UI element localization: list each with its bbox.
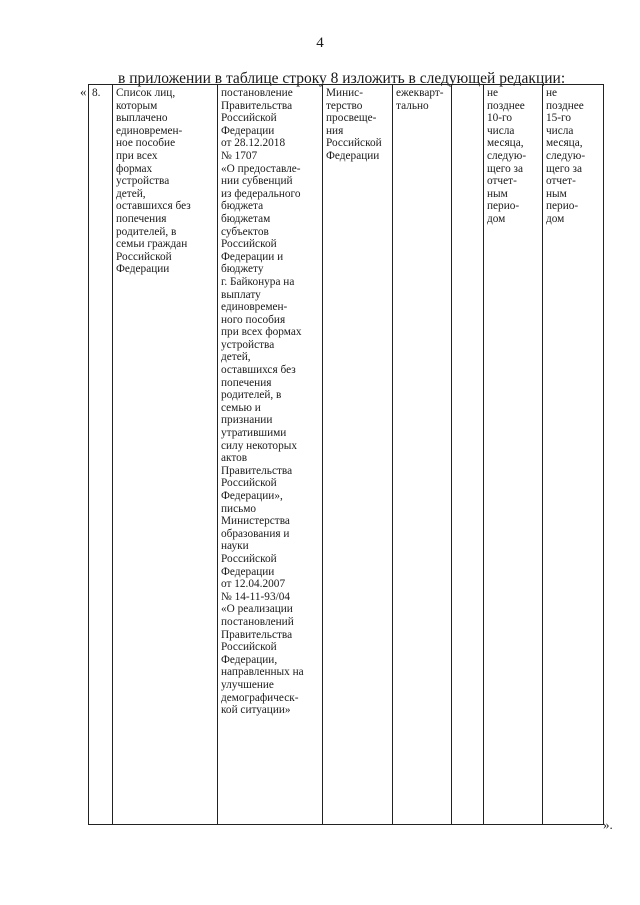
cell-text-line: Российской [221, 552, 277, 565]
cell-text-line: Правительства [221, 99, 293, 112]
cell-text-line: оставшихся без [116, 200, 191, 213]
cell-text-line: силу некоторых [221, 439, 297, 452]
cell-text-line: ное пособие [116, 137, 176, 150]
cell-text-line: перио- [546, 200, 579, 213]
cell-text-line: Российской [221, 238, 277, 251]
cell-text-line: ния [326, 124, 344, 137]
cell-text-line: 15-го [546, 112, 572, 125]
cell-text-line: от 28.12.2018 [221, 137, 286, 150]
cell-text-line: признании [221, 414, 273, 427]
cell-text-line: позднее [487, 99, 525, 112]
row-number: 8. [92, 87, 101, 99]
cell-text-line: не [546, 87, 558, 99]
cell-text-line: «О реализации [221, 603, 293, 616]
cell-text-line: № 1707 [221, 149, 258, 162]
cell-text-line: отчет- [487, 175, 517, 188]
cell-text-line: семьи граждан [116, 238, 188, 251]
cell-text-line: перио- [487, 200, 520, 213]
cell-text-line: утратившими [221, 427, 287, 440]
cell-text-line: письмо [221, 502, 257, 515]
cell-text-line: Список лиц, [116, 87, 176, 99]
cell-text-line: Российской [221, 477, 277, 490]
cell-text-line: 10-го [487, 112, 513, 125]
recipients-cell [112, 84, 217, 825]
cell-text-line: следую- [487, 149, 527, 162]
cell-text-line: формах [116, 162, 153, 175]
cell-text-line: терство [326, 99, 363, 112]
cell-text-line: Федерации [116, 263, 170, 276]
cell-text-line: числа [546, 124, 574, 137]
cell-text-line: детей, [221, 351, 251, 364]
cell-text-line: дом [546, 212, 565, 225]
cell-text-line: г. Байконура на [221, 275, 295, 288]
cell-text-line: Российской [221, 112, 277, 125]
cell-text-line: улучшение [221, 678, 274, 691]
cell-text-line: актов [221, 452, 248, 465]
cell-text-line: ным [487, 187, 508, 200]
cell-text-line: детей, [116, 187, 146, 200]
cell-text-line: ежекварт- [396, 87, 444, 99]
cell-text-line: науки [221, 540, 249, 553]
cell-text-line: бюджетам [221, 212, 271, 225]
intro-text: в приложении в таблице строку 8 изложить в следующей редакции: [118, 70, 566, 87]
cell-text-line: субъектов [221, 225, 269, 238]
cell-text-line: отчет- [546, 175, 576, 188]
cell-text-line: из федерального [221, 187, 301, 200]
cell-text-line: щего за [487, 162, 524, 175]
row-number-cell [88, 84, 112, 825]
cell-text-line: постановление [221, 87, 293, 99]
cell-text-line: кой ситуации» [221, 704, 291, 717]
cell-text-line: попечения [221, 376, 272, 389]
close-quote: ». [603, 817, 613, 832]
cell-text-line: Федерации, [221, 653, 278, 666]
cell-text-line: попечения [116, 212, 167, 225]
cell-text-line: не [487, 87, 499, 99]
cell-text-line: дом [487, 212, 506, 225]
cell-text-line: при всех [116, 149, 158, 162]
legal-basis-cell [217, 84, 322, 825]
cell-text-line: бюджета [221, 200, 264, 213]
cell-text-line: выплачено [116, 112, 168, 125]
cell-text-line: позднее [546, 99, 584, 112]
deadline-cell-1 [483, 84, 542, 825]
cell-text-line: Министерства [221, 515, 290, 528]
cell-text-line: при всех формах [221, 326, 302, 339]
cell-text-line: Российской [326, 137, 382, 150]
cell-text-line: постановлений [221, 615, 294, 628]
period-cell [392, 84, 451, 825]
empty-cell [451, 84, 483, 825]
cell-text-line: образования и [221, 527, 290, 540]
cell-text-line: родителей, в [116, 225, 177, 238]
deadline-cell-2 [542, 84, 604, 825]
cell-text-line: устройства [221, 338, 275, 351]
cell-text-line: единовремен- [221, 301, 288, 314]
cell-text-line: следую- [546, 149, 586, 162]
cell-text-line: родителей, в [221, 389, 282, 402]
cell-text-line: ным [546, 187, 567, 200]
cell-text-line: оставшихся без [221, 364, 296, 377]
cell-text-line: демографическ- [221, 691, 299, 704]
page-number: 4 [316, 35, 324, 51]
cell-text-line: № 14-11-93/04 [221, 590, 291, 603]
cell-text-line: щего за [546, 162, 583, 175]
cell-text-line: Федерации [221, 565, 275, 578]
cell-text-line: Федерации и [221, 250, 284, 263]
cell-text-line: Федерации [326, 149, 380, 162]
cell-text-line: Российской [221, 641, 277, 654]
cell-text-line: тально [396, 99, 429, 112]
cell-text-line: от 12.04.2007 [221, 578, 286, 591]
cell-text-line: нии субвенций [221, 175, 293, 188]
cell-text-line: Правительства [221, 464, 293, 477]
cell-text-line: Правительства [221, 628, 293, 641]
cell-text-line: ного пособия [221, 313, 286, 326]
cell-text-line: Минис- [326, 87, 363, 99]
ministry-cell [322, 84, 392, 825]
cell-text-line: устройства [116, 175, 170, 188]
cell-text-line: Российской [116, 250, 172, 263]
cell-text-line: Федерации [221, 124, 275, 137]
cell-text-line: единовремен- [116, 124, 183, 137]
cell-text-line: «О предоставле- [221, 162, 301, 175]
cell-text-line: семью и [221, 401, 261, 414]
cell-text-line: числа [487, 124, 515, 137]
cell-text-line: месяца, [546, 137, 583, 150]
cell-text-line: Федерации», [221, 490, 283, 502]
cell-text-line: бюджету [221, 263, 264, 276]
cell-text-line: которым [116, 99, 158, 112]
cell-text-line: месяца, [487, 137, 524, 150]
cell-text-line: просвеще- [326, 112, 377, 125]
document-table [88, 84, 605, 827]
open-quote: « [80, 84, 87, 99]
cell-text-line: направленных на [221, 666, 304, 679]
cell-text-line: выплату [221, 288, 261, 301]
